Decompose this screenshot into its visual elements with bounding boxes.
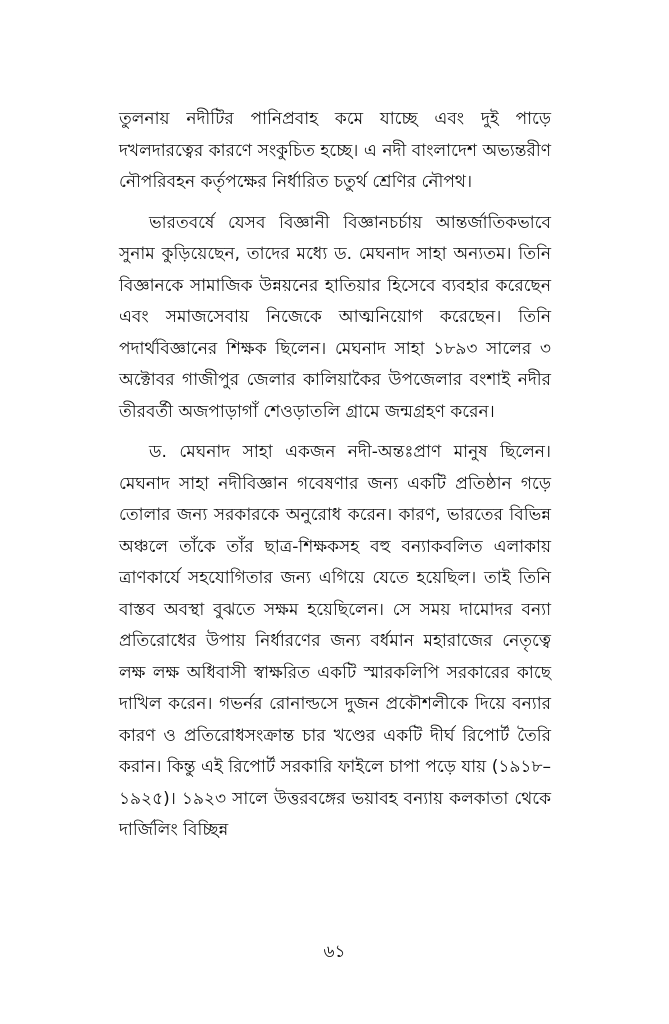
paragraph-gap [119, 199, 551, 208]
paragraph-meghnad-intro: ভারতবর্ষে যেসব বিজ্ঞানী বিজ্ঞানচর্চায় আন্তর্জাতিকভাবে সুনাম কুড়িয়েছেন, তাদের মধ্যে ড. মেঘনাদ সাহা অন্যতম। তিনি বিজ্ঞানকে সামাজিক উন্নয়নের হাতিয়ার হিসেবে ব্যবহার করেছেন এবং সমাজসেবায় নিজেকে আত্মনিয়োগ করেছেন। তিনি পদার্থবিজ্ঞানের শিক্ষক ছিলেন। মেঘনাদ সাহা ১৮৯৩ সালের ৩ অক্টোবর গাজীপুর জেলার কালিয়াকৈর উপজেলার বংশাই নদীর তীরবর্তী অজপাড়াগাঁ শেওড়াতলি গ্রামে জন্মগ্রহণ করেন। [119, 212, 551, 422]
body-text [119, 104, 551, 847]
paragraph-continued: তুলনায় নদীটির পানিপ্রবাহ কমে যাচ্ছে এবং দুই পাড়ে দখলদারত্বের কারণে সংকুচিত হচ্ছে। এ নদী বাংলাদেশ অভ্যন্তরীণ নৌপরিবহন কর্তৃপক্ষের নির্ধারিত চতুর্থ শ্রেণির নৌপথ। [119, 109, 551, 192]
paragraph-gap [119, 428, 551, 437]
page-number: ৬১ [323, 942, 346, 962]
paragraph-river-science: ড. মেঘনাদ সাহা একজন নদী-অন্তঃপ্রাণ মানুষ ছিলেন। মেঘনাদ সাহা নদীবিজ্ঞান গবেষণার জন্য একটি প্রতিষ্ঠান গড়ে তোলার জন্য সরকারকে অনুরোধ করেন। কারণ, ভারতের বিভিন্ন অঞ্চলে তাঁকে তাঁর ছাত্র-শিক্ষকসহ বহু বন্যাকবলিত এলাকায় ত্রাণকার্যে সহযোগিতার জন্য এগিয়ে যেতে হয়েছিল। তাই তিনি বাস্তব অবস্থা বুঝতে সক্ষম হয়েছিলেন। সে সময় দামোদর বন্যা প্রতিরোধের উপায় নির্ধারণের জন্য বর্ধমান মহারাজের নেতৃত্বে লক্ষ লক্ষ অধিবাসী স্বাক্ষরিত একটি স্মারকলিপি সরকারের কাছে দাখিল করেন। গভর্নর রোনাল্ডসে দুজন প্রকৌশলীকে দিয়ে বন্যার কারণ ও প্রতিরোধসংক্রান্ত চার খণ্ডের একটি দীর্ঘ রিপোর্ট তৈরি করান। কিন্তু এই রিপোর্ট সরকারি ফাইলে চাপা পড়ে যায় (১৯১৮–১৯২৫)। ১৯২৩ সালে উত্তরবঙ্গের ভয়াবহ বন্যায় কলকাতা থেকে দার্জিলিং বিচ্ছিন্ন [119, 442, 551, 840]
